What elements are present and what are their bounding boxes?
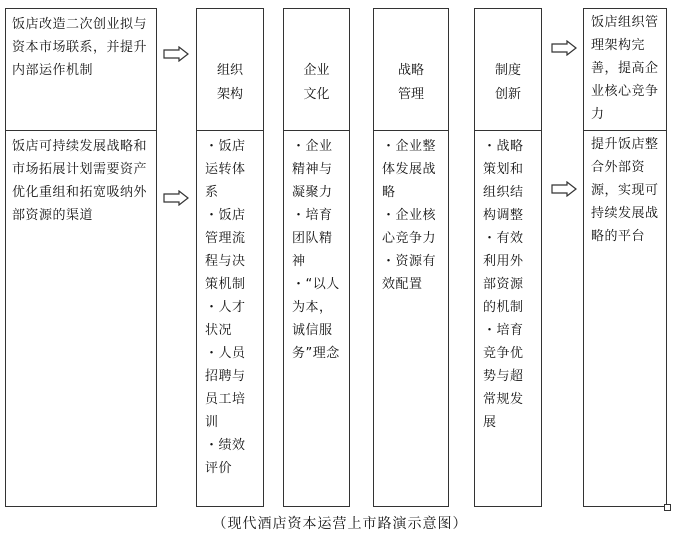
- column-label-line2: 文化: [303, 87, 330, 102]
- corner-handle: [664, 504, 671, 511]
- column-items: ・企业精神与凝聚力 ・培育团队精神 ・“以人为本，诚信服务”理念: [292, 139, 340, 361]
- column-institution: [474, 8, 542, 507]
- column-label-line1: 企业: [303, 63, 330, 78]
- arrow-right-icon: [163, 190, 189, 206]
- column-label-line1: 战略: [397, 63, 424, 78]
- right-column: [583, 8, 667, 507]
- left-bottom-text: 饭店可持续发展战略和市场拓展计划需要资产优化重组和拓宽吸纳外部资源的渠道: [12, 139, 148, 223]
- arrow-right-icon: [551, 40, 577, 56]
- column-label-line2: 创新: [494, 87, 521, 102]
- right-top-text: 饭店组织管理架构完善，提高企业核心竞争力: [591, 15, 659, 122]
- column-label-line1: 组织: [216, 63, 243, 78]
- arrow-right-icon: [551, 181, 577, 197]
- column-culture: [283, 8, 350, 507]
- column-items: ・饭店运转体系 ・饭店管理流程与决策机制 ・人才状况 ・人员招聘与员工培训 ・绩效评价: [205, 139, 246, 476]
- column-strategy: [373, 8, 449, 507]
- column-label-line2: 架构: [216, 87, 243, 102]
- column-label-line2: 管理: [397, 87, 424, 102]
- column-label-line1: 制度: [494, 63, 521, 78]
- column-organization: [196, 8, 264, 507]
- right-bottom-text: 提升饭店整合外部资源，实现可持续发展战略的平台: [591, 137, 659, 244]
- column-items: ・战略策划和组织结构调整 ・有效利用外部资源的机制 ・培育竞争优势与超常规发展: [483, 139, 524, 430]
- arrow-right-icon: [163, 46, 189, 62]
- left-column: [5, 8, 157, 507]
- figure-caption: （现代酒店资本运营上市路演示意图）: [212, 516, 468, 532]
- column-items: ・企业整体发展战略 ・企业核心竞争力 ・资源有效配置: [382, 139, 437, 292]
- left-top-text: 饭店改造二次创业拟与资本市场联系，并提升内部运作机制: [12, 17, 148, 78]
